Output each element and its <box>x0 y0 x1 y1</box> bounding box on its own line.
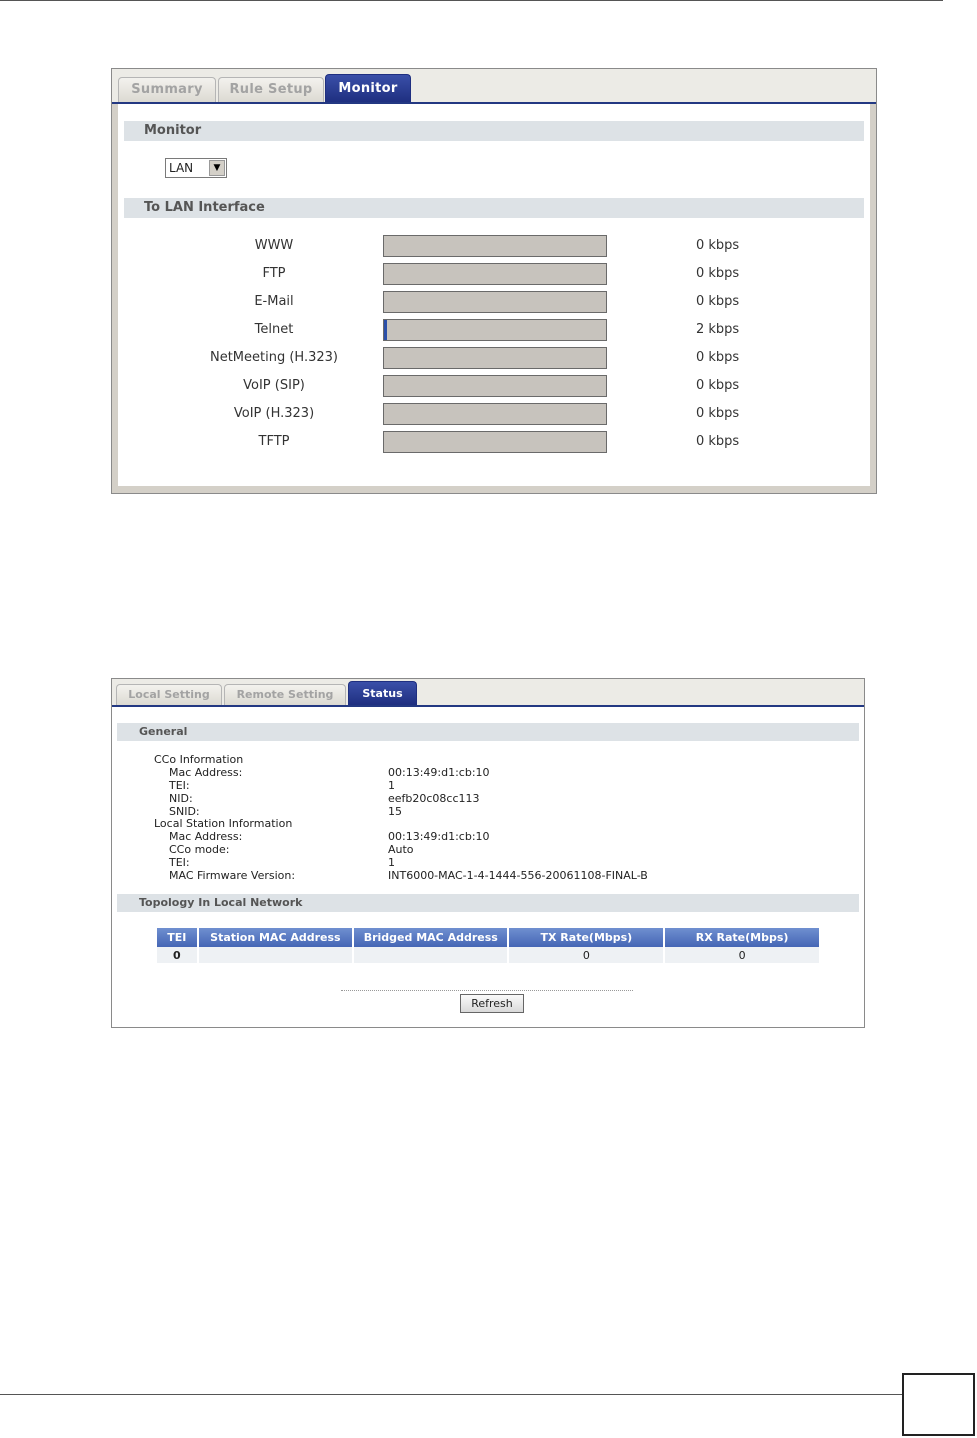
local-mode-label: CCo mode: <box>169 843 230 856</box>
service-label: Telnet <box>254 322 294 337</box>
tab-monitor[interactable]: Monitor <box>325 74 411 102</box>
cco-nid-value: eefb20c08cc113 <box>388 792 480 805</box>
tab-summary[interactable]: Summary <box>118 77 216 102</box>
usage-bar-fill <box>384 320 387 340</box>
divider <box>341 990 633 991</box>
service-row <box>118 261 870 287</box>
firmware-label: MAC Firmware Version: <box>169 869 296 882</box>
tab-local-setting[interactable]: Local Setting <box>116 684 222 705</box>
col-rx-rate: RX Rate(Mbps) <box>664 928 820 947</box>
monitor-panel <box>111 68 877 494</box>
chevron-down-icon[interactable]: ▼ <box>209 160 225 176</box>
service-label: VoIP (H.323) <box>233 406 315 421</box>
monitor-content <box>118 104 870 486</box>
local-mode-value: Auto <box>388 843 414 856</box>
cco-mac-label: Mac Address: <box>169 766 243 779</box>
section-general-header: General <box>117 723 859 741</box>
interface-select-value: LAN <box>169 161 194 175</box>
col-bridged-mac: Bridged MAC Address <box>353 928 508 947</box>
service-row <box>118 429 870 455</box>
service-rate: 0 kbps <box>696 350 740 365</box>
usage-bar <box>383 235 607 257</box>
service-label: VoIP (SIP) <box>243 378 305 393</box>
service-row <box>118 401 870 427</box>
usage-bar <box>383 319 607 341</box>
col-tx-rate: TX Rate(Mbps) <box>508 928 664 947</box>
table-row <box>157 947 820 963</box>
table-header-row <box>157 928 820 947</box>
service-row <box>118 289 870 315</box>
service-rate: 0 kbps <box>696 294 740 309</box>
tab-remote-setting[interactable]: Remote Setting <box>224 684 346 705</box>
local-tei-label: TEI: <box>169 856 190 869</box>
cco-tei-value: 1 <box>388 779 395 792</box>
firmware-value: INT6000-MAC-1-4-1444-556-20061108-FINAL-B <box>388 869 648 882</box>
tab-bar <box>112 679 864 707</box>
local-mac-value: 00:13:49:d1:cb:10 <box>388 830 490 843</box>
service-rate: 0 kbps <box>696 434 740 449</box>
header-rule <box>0 0 943 1</box>
service-label: WWW <box>254 238 294 253</box>
service-row <box>118 233 870 259</box>
section-topology-header: Topology In Local Network <box>117 894 859 912</box>
tab-bar <box>112 69 876 104</box>
cco-mac-value: 00:13:49:d1:cb:10 <box>388 766 490 779</box>
usage-bar <box>383 375 607 397</box>
service-label: E-Mail <box>254 294 294 309</box>
cco-snid-value: 15 <box>388 805 402 818</box>
usage-bar <box>383 431 607 453</box>
service-label: FTP <box>262 266 286 281</box>
tab-rule-setup[interactable]: Rule Setup <box>218 77 324 102</box>
cell-rx-rate: 0 <box>664 947 820 963</box>
service-label: NetMeeting (H.323) <box>209 350 338 365</box>
cell-bridged-mac <box>353 947 508 963</box>
topology-table <box>157 928 821 963</box>
cco-nid-label: NID: <box>169 792 193 805</box>
cell-station-mac <box>198 947 353 963</box>
footer-rule <box>0 1394 902 1395</box>
section-interface-header: To LAN Interface <box>124 198 864 218</box>
tab-status[interactable]: Status <box>348 681 417 705</box>
cell-tei: 0 <box>157 947 198 963</box>
usage-bar <box>383 347 607 369</box>
service-rate: 0 kbps <box>696 266 740 281</box>
local-station-heading: Local Station Information <box>154 817 293 830</box>
cco-snid-label: SNID: <box>169 805 200 818</box>
col-station-mac: Station MAC Address <box>198 928 353 947</box>
usage-bar <box>383 291 607 313</box>
usage-bar <box>383 263 607 285</box>
local-mac-label: Mac Address: <box>169 830 243 843</box>
service-rate: 0 kbps <box>696 238 740 253</box>
status-panel <box>111 678 865 1028</box>
cco-tei-label: TEI: <box>169 779 190 792</box>
service-label: TFTP <box>258 434 290 449</box>
cco-heading: CCo Information <box>154 753 244 766</box>
col-tei: TEI <box>157 928 198 947</box>
usage-bar <box>383 403 607 425</box>
page-number-box <box>902 1373 975 1436</box>
local-tei-value: 1 <box>388 856 395 869</box>
interface-select[interactable] <box>165 158 227 178</box>
service-row <box>118 345 870 371</box>
service-row <box>118 317 870 343</box>
service-rate: 0 kbps <box>696 406 740 421</box>
service-row <box>118 373 870 399</box>
refresh-button[interactable]: Refresh <box>460 994 524 1013</box>
service-rate: 0 kbps <box>696 378 740 393</box>
cell-tx-rate: 0 <box>508 947 664 963</box>
service-rate: 2 kbps <box>696 322 740 337</box>
section-monitor-header: Monitor <box>124 121 864 141</box>
